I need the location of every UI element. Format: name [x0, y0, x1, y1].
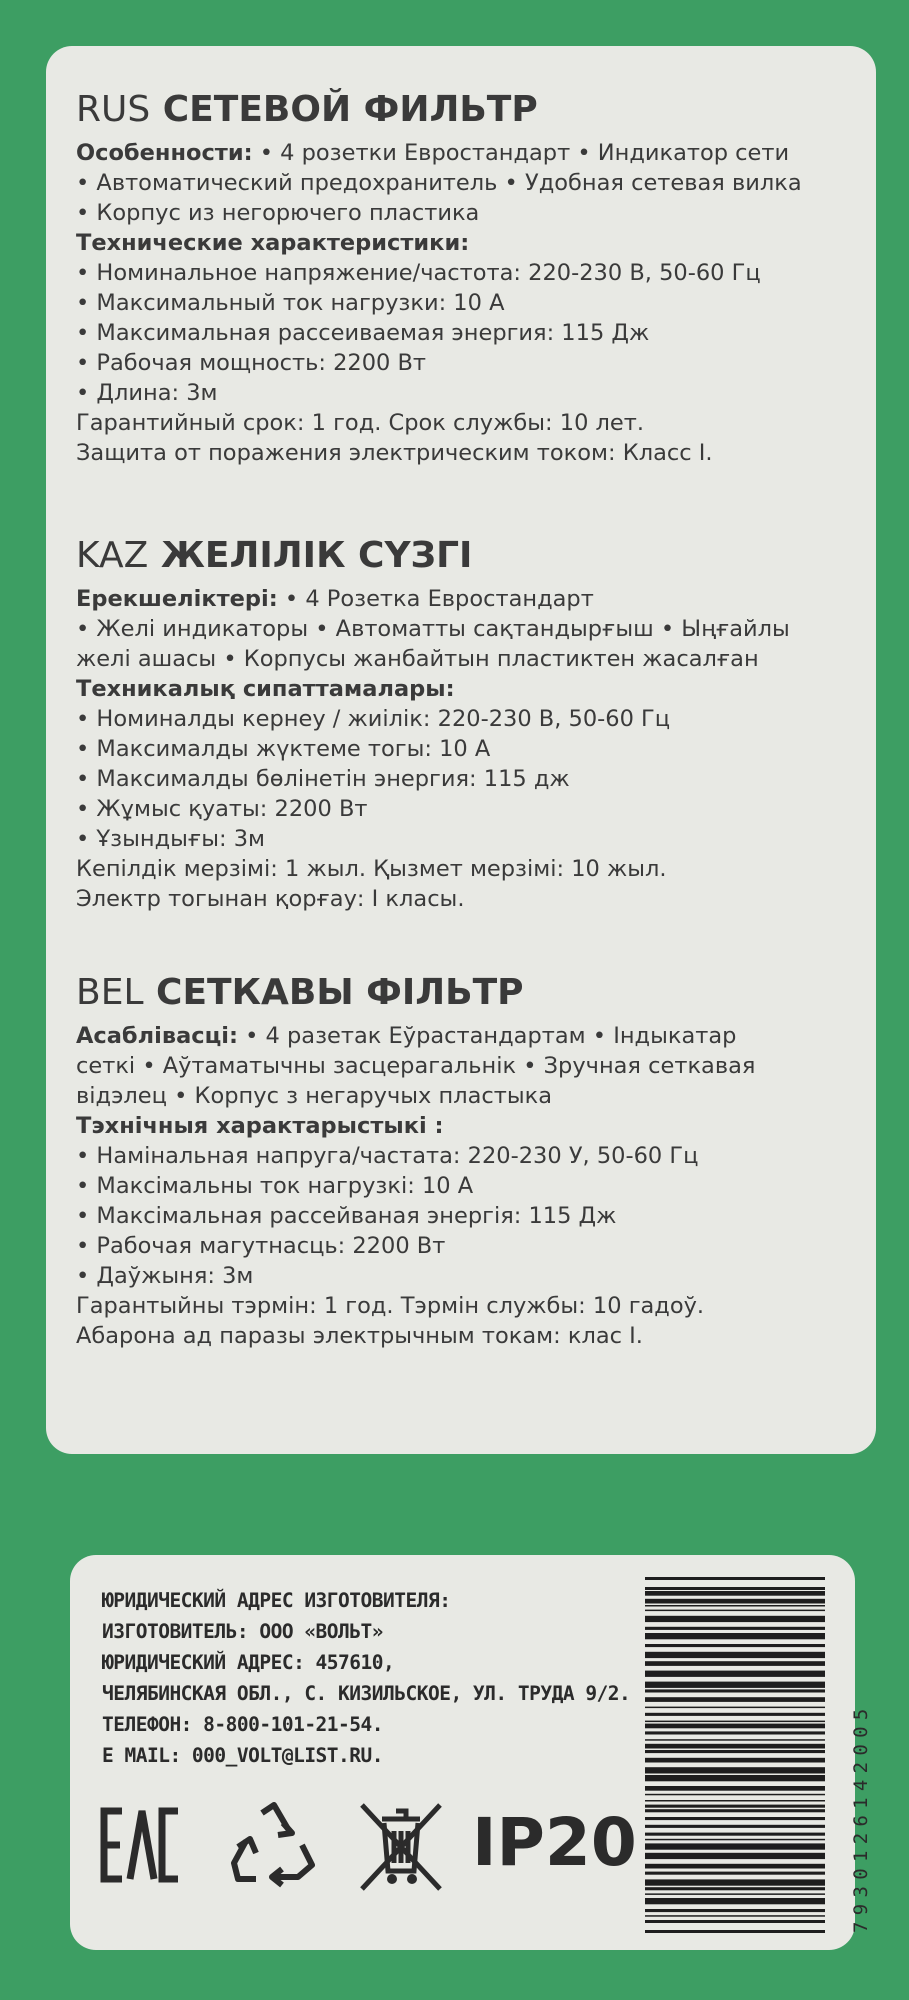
barcode-bar [645, 1809, 825, 1812]
features-line: • 4 Розетка Евростандарт [277, 586, 594, 612]
features-label: Асаблівасці: [76, 1023, 238, 1049]
barcode-bar [645, 1671, 825, 1677]
warranty-note: Кепілдік мерзімі: 1 жыл. Қызмет мерзімі: 10 жыл. [76, 856, 667, 882]
barcode-bar [645, 1731, 825, 1734]
product-title: СЕТЕВОЙ ФИЛЬТР [162, 89, 538, 130]
barcode-bar [645, 1697, 825, 1702]
barcode-bar [645, 1616, 825, 1622]
barcode-bar [645, 1758, 825, 1763]
barcode-bar [645, 1724, 825, 1729]
barcode-bar [645, 1915, 825, 1917]
language-code: RUS [76, 89, 151, 130]
spec-item: • Максімальная рассейваная энергія: 115 Дж [76, 1203, 617, 1229]
product-title: СЕТКАВЫ ФІЛЬТР [156, 972, 524, 1013]
barcode-bar [645, 1739, 825, 1741]
specs-label: Технические характеристики: [76, 230, 470, 256]
features-line: • Желі индикаторы • Автоматты сақтандырғыш • Ыңғайлы [76, 616, 790, 642]
manufacturer-line: ЧЕЛЯБИНСКАЯ ОБЛ., С. КИЗИЛЬСКОЕ, УЛ. ТРУДА 9/2. [102, 1682, 631, 1705]
ip-rating: IP20 [472, 1804, 637, 1881]
spec-item: • Рабочая мощность: 2200 Вт [76, 350, 427, 376]
spec-item: • Жұмыс қуаты: 2200 Вт [76, 796, 368, 822]
barcode-bar [645, 1689, 825, 1692]
product-title: ЖЕЛІЛІК СҮЗГІ [160, 535, 473, 576]
barcode-bar [645, 1750, 825, 1753]
barcode-bar [645, 1577, 825, 1580]
barcode-bar [645, 1794, 825, 1796]
crossed-out-bin-icon [358, 1801, 444, 1893]
certification-marks [100, 1795, 640, 1895]
features-line: • 4 розетки Евростандарт • Индикатор сети [252, 140, 790, 166]
section-body [76, 138, 866, 468]
barcode-bar [645, 1775, 825, 1781]
barcode-bar [645, 1920, 825, 1923]
spec-item: • Номиналды кернеу / жиілік: 220-230 В, 50-60 Гц [76, 706, 671, 732]
features-line: сеткі • Аўтаматычны засцерагальнік • Зручная сеткавая [76, 1053, 756, 1079]
barcode-bar [645, 1591, 825, 1596]
barcode-bar [645, 1644, 825, 1647]
section-body [76, 1021, 866, 1351]
spec-item: • Даўжыня: 3м [76, 1263, 254, 1289]
barcode-bar [645, 1893, 825, 1895]
barcode-bar [645, 1825, 825, 1828]
barcode-bar [645, 1887, 825, 1890]
features-label: Ерекшеліктері: [76, 586, 278, 612]
barcode-bar [645, 1587, 825, 1590]
barcode-bar [645, 1682, 825, 1688]
section-rus [76, 88, 866, 468]
barcode-bar [645, 1610, 825, 1612]
barcode-bar [645, 1721, 825, 1723]
barcode-bar [645, 1817, 825, 1820]
features-line: • 4 разетак Еўрастандартам • Індыкатар [237, 1023, 737, 1049]
section-heading [76, 534, 866, 578]
barcode-bar [645, 1930, 825, 1933]
barcode-bar [645, 1767, 825, 1773]
barcode-bar [645, 1843, 825, 1849]
section-kaz [76, 534, 866, 914]
manufacturer-info [102, 1585, 630, 1771]
barcode-bar [645, 1872, 825, 1875]
barcode-bar [645, 1627, 825, 1630]
barcode-bar [645, 1833, 825, 1836]
barcode-bar [645, 1839, 825, 1841]
section-body [76, 584, 866, 914]
barcode [645, 1577, 825, 1933]
manufacturer-label-panel [70, 1555, 872, 1950]
barcode-bar [645, 1800, 825, 1802]
barcode-bar [645, 1909, 825, 1912]
barcode-bar [645, 1898, 825, 1904]
spec-item: • Максимальная рассеиваемая энергия: 115 Дж [76, 320, 650, 346]
warranty-note: Гарантийный срок: 1 год. Срок службы: 10 лет. [76, 410, 645, 436]
spec-item: • Намінальная напруга/частата: 220-230 У, 50-60 Гц [76, 1143, 699, 1169]
manufacturer-email: E MAIL: 000_VOLT@LIST.RU. [102, 1744, 383, 1767]
language-code: KAZ [76, 535, 149, 576]
eac-mark-icon [100, 1807, 180, 1883]
barcode-bar [645, 1879, 825, 1885]
spec-item: • Максимальный ток нагрузки: 10 А [76, 290, 505, 316]
spec-item: • Длина: 3м [76, 380, 218, 406]
barcode-bar [645, 1864, 825, 1869]
manufacturer-phone: ТЕЛЕФОН: 8-800-101-21-54. [102, 1713, 383, 1736]
manufacturer-line: ЮРИДИЧЕСКИЙ АДРЕС ИЗГОТОВИТЕЛЯ: [102, 1589, 451, 1612]
section-heading [76, 971, 866, 1015]
barcode-bar [645, 1599, 825, 1604]
barcode-bar [645, 1605, 825, 1607]
warranty-note: Гарантыйны тэрмін: 1 год. Тэрмін службы: 10 гадоў. [76, 1293, 705, 1319]
barcode-bar [645, 1853, 825, 1859]
specs-label: Техникалық сипаттамалары: [76, 676, 455, 702]
barcode-bar [645, 1652, 825, 1658]
barcode-bar [645, 1786, 825, 1791]
features-label: Особенности: [76, 140, 253, 166]
spec-item: • Рабочая магутнасць: 2200 Вт [76, 1233, 446, 1259]
spec-item: • Максималды жүктеме тогы: 10 А [76, 736, 491, 762]
recycle-icon [228, 1799, 318, 1889]
section-bel [76, 971, 866, 1351]
manufacturer-line: ЮРИДИЧЕСКИЙ АДРЕС: 457610, [102, 1651, 395, 1674]
spec-item: • Ұзындығы: 3м [76, 826, 265, 852]
section-heading [76, 88, 866, 132]
barcode-number: 7930126142005 [850, 1702, 872, 1933]
manufacturer-line: ИЗГОТОВИТЕЛЬ: ООО «ВОЛЬТ» [102, 1620, 383, 1643]
features-line: • Корпус из негорючего пластика [76, 200, 480, 226]
protection-note: Абарона ад паразы электрычным токам: клас I. [76, 1323, 643, 1349]
barcode-bar [645, 1633, 825, 1639]
barcode-bar [645, 1713, 825, 1716]
barcode-bar [645, 1661, 825, 1666]
language-code: BEL [76, 972, 144, 1013]
spec-item: • Номинальное напряжение/частота: 220-230 В, 50-60 Гц [76, 260, 761, 286]
barcode-bar [645, 1707, 825, 1709]
barcode-bar [645, 1744, 825, 1749]
features-line: желі ашасы • Корпусы жанбайтын пластиктен жасалған [76, 646, 759, 672]
spec-item: • Максималды бөлінетін энергия: 115 дж [76, 766, 570, 792]
barcode-digits [832, 1577, 872, 1933]
specs-label: Тэхнічныя характарыстыкі : [76, 1113, 444, 1139]
features-line: відэлец • Корпус з негаручых пластыка [76, 1083, 553, 1109]
product-info-panel [46, 46, 876, 1454]
features-line: • Автоматический предохранитель • Удобная сетевая вилка [76, 170, 802, 196]
protection-note: Электр тогынан қорғау: I класы. [76, 886, 465, 912]
protection-note: Защита от поражения электрическим током: Класс I. [76, 440, 713, 466]
barcode-bar [645, 1805, 825, 1808]
spec-item: • Максімальны ток нагрузкі: 10 А [76, 1173, 474, 1199]
